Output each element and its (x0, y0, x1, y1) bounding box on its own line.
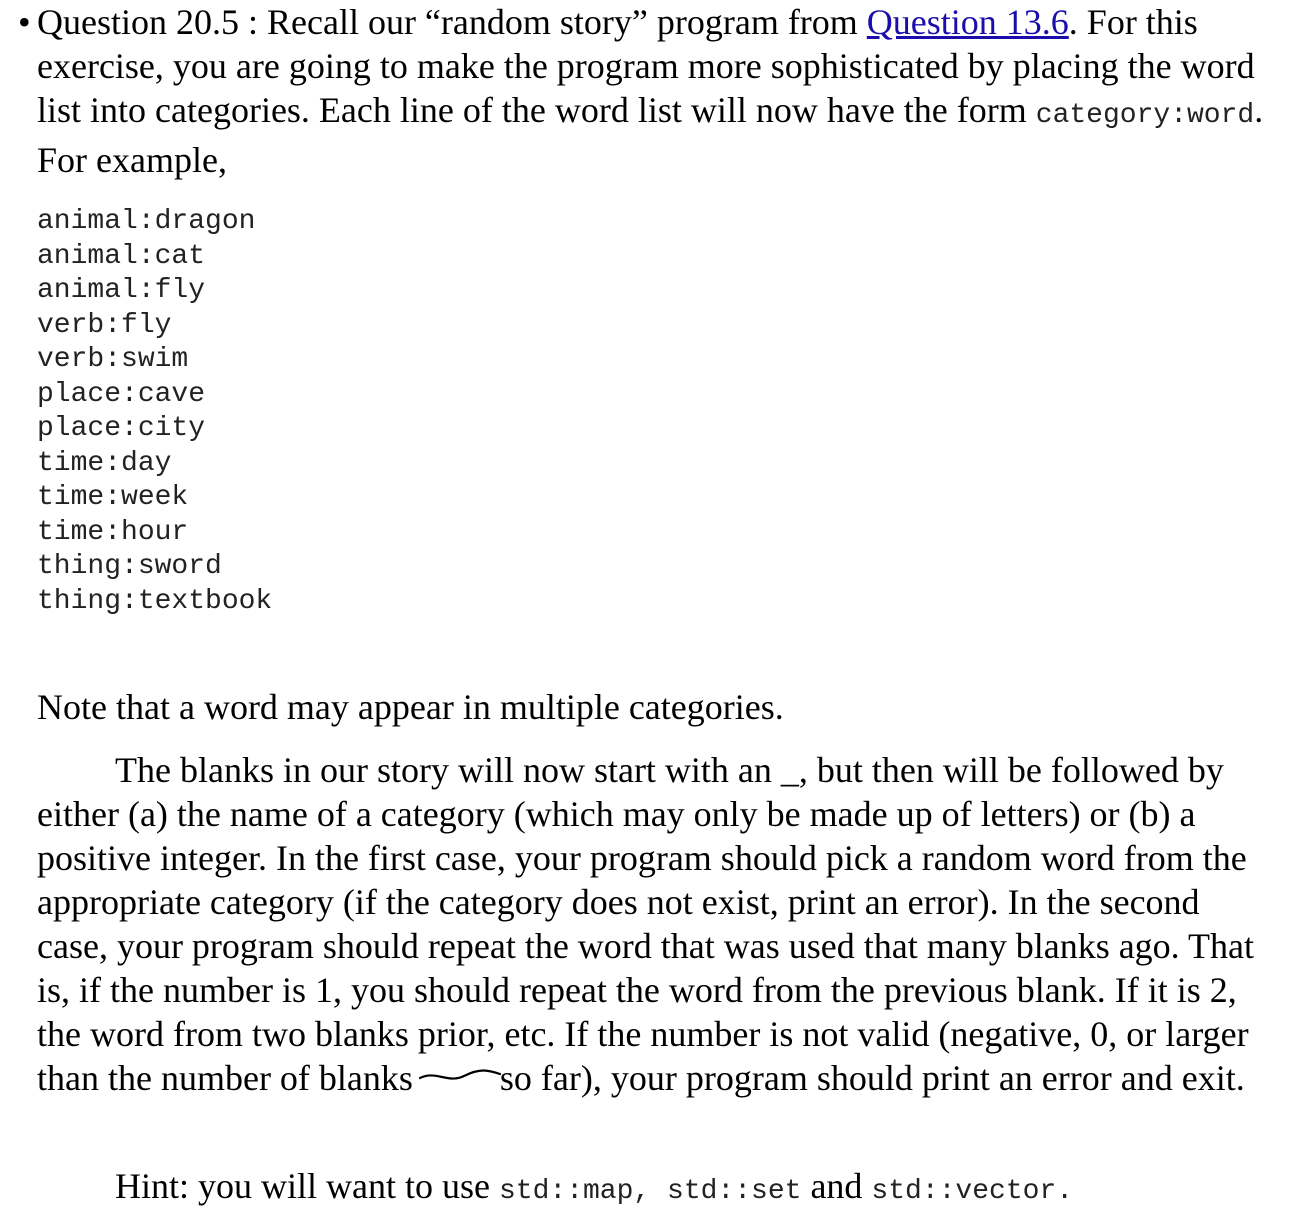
hint-separator-1: , (633, 1176, 668, 1207)
word-list-line: time:week (37, 482, 189, 513)
word-list-line: time:hour (37, 516, 189, 548)
hint-prefix: Hint: you will want to use (115, 1166, 499, 1206)
word-list-line: time:day (37, 447, 172, 479)
form-code: category:word (1035, 100, 1255, 131)
blanks-paragraph (37, 748, 1277, 1100)
word-list-line: place:city (37, 413, 206, 444)
question-intro-text: Question 20.5 : Recall our “random story” program from (37, 2, 867, 42)
struck-through-text (422, 1056, 581, 1100)
question-paragraph (18, 0, 1277, 182)
std-map-code: std::map (498, 1176, 634, 1207)
note-paragraph: Note that a word may appear in multiple categories. (37, 687, 784, 727)
question-end-text: . For example, (37, 90, 1264, 180)
word-list-line: thing:textbook (37, 585, 273, 617)
std-set-code: std::set (667, 1176, 802, 1207)
word-list-line: verb:fly (37, 309, 172, 341)
word-list-line: place:cave (37, 378, 206, 410)
word-list-line: thing:sword (37, 551, 222, 582)
hint-separator-2: and (801, 1166, 872, 1206)
word-list-line: animal:fly (37, 275, 206, 306)
hint-end: . (1056, 1176, 1074, 1207)
word-list-code-block (37, 205, 272, 619)
bullet-point: • (18, 2, 31, 42)
std-vector-code: std::vector (871, 1176, 1057, 1207)
blanks-text: The blanks in our story will now start with an _, but then will be followed by either (a) the name of a category (which may only be made up of letters) or (b) a positive integer. In the first case, your program should pick a random word from the appropriate category (if the category does not exist, print an error). In the second case, your program should repeat the word that was used that many blanks ago. That is, if the number is 1, you should repeat the word from the previous blank. If it is 2, the word from two blanks prior, etc. If the number is not valid (negative, 0, or larger than the number of blanks (37, 750, 1255, 1098)
blanks-end-text: ), your program should print an error and exit. (580, 1058, 1245, 1098)
question-13-6-link[interactable]: Question 13.6 (866, 2, 1069, 42)
word-list-line: verb:swim (37, 344, 189, 375)
word-list-line: animal:cat (37, 240, 206, 272)
handwritten-strike-mark (418, 1066, 502, 1088)
struck-text: so far (499, 1058, 581, 1098)
word-list-line: animal:dragon (37, 206, 256, 237)
question-body-text: . For this exercise, you are going to make the program more sophisticated by placing the word list into categories. Each line of the word list will now have the form (37, 2, 1255, 130)
